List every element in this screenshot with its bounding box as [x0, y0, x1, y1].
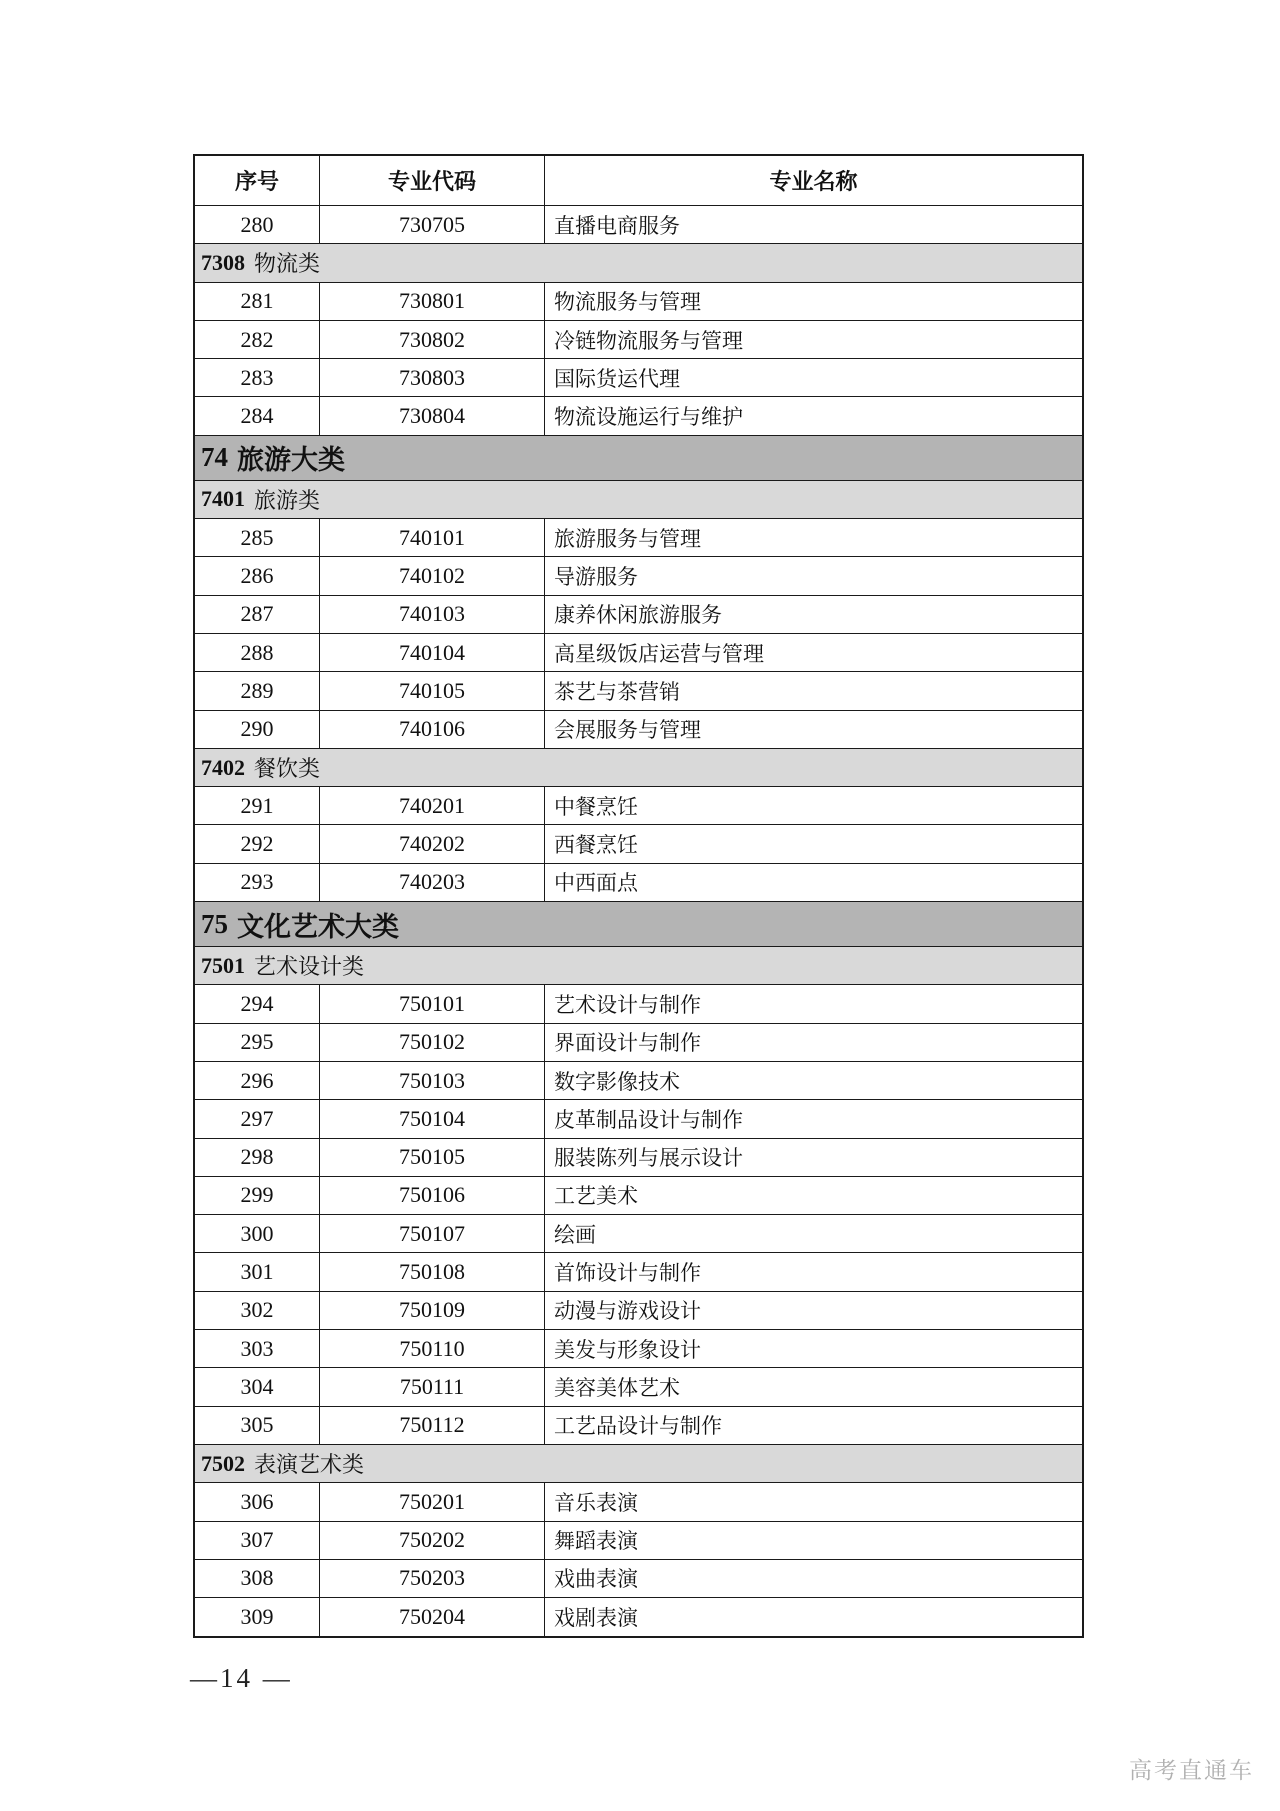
section-code: 7401 [201, 486, 245, 512]
table-row [195, 557, 1082, 595]
table-row [195, 1100, 1082, 1138]
seq-cell: 283 [195, 359, 320, 396]
code-cell: 750203 [320, 1560, 545, 1597]
table-row [195, 634, 1082, 672]
table-row [195, 864, 1082, 902]
section-name: 旅游类 [254, 487, 321, 513]
name-cell: 舞蹈表演 [554, 1529, 638, 1554]
code-cell: 750107 [320, 1215, 545, 1252]
name-cell: 物流服务与管理 [554, 290, 701, 315]
table-row [195, 1139, 1082, 1177]
seq-cell: 287 [195, 596, 320, 633]
seq-cell: 309 [195, 1598, 320, 1636]
seq-cell: 297 [195, 1100, 320, 1137]
table-row [195, 1062, 1082, 1100]
subsection-row [195, 244, 1082, 282]
table-row [195, 1024, 1082, 1062]
seq-cell: 291 [195, 787, 320, 824]
seq-cell: 306 [195, 1483, 320, 1520]
header-seq: 序号 [195, 156, 320, 205]
table-row [195, 1483, 1082, 1521]
code-cell: 750108 [320, 1253, 545, 1290]
name-cell: 界面设计与制作 [554, 1031, 701, 1056]
subsection-row [195, 947, 1082, 985]
table-row [195, 596, 1082, 634]
name-cell: 高星级饭店运营与管理 [554, 641, 764, 666]
name-cell: 服装陈列与展示设计 [554, 1146, 743, 1171]
table-row [195, 985, 1082, 1023]
section-name: 文化艺术大类 [237, 911, 399, 942]
code-cell: 750103 [320, 1062, 545, 1099]
name-cell: 工艺品设计与制作 [554, 1414, 722, 1439]
code-cell: 740202 [320, 825, 545, 862]
seq-cell: 307 [195, 1522, 320, 1559]
seq-cell: 295 [195, 1024, 320, 1061]
seq-cell: 300 [195, 1215, 320, 1252]
name-cell: 康养休闲旅游服务 [554, 603, 722, 628]
name-cell: 茶艺与茶营销 [554, 679, 680, 704]
code-cell: 740203 [320, 864, 545, 901]
name-cell: 艺术设计与制作 [554, 992, 701, 1017]
name-cell: 中餐烹饪 [554, 794, 638, 819]
seq-cell: 299 [195, 1177, 320, 1214]
section-code: 7308 [201, 249, 245, 275]
subsection-row [195, 1445, 1082, 1483]
seq-cell: 286 [195, 557, 320, 594]
code-cell: 730804 [320, 397, 545, 434]
table-row [195, 1560, 1082, 1598]
seq-cell: 289 [195, 672, 320, 709]
seq-cell: 290 [195, 711, 320, 748]
table-row [195, 283, 1082, 321]
table-row [195, 787, 1082, 825]
name-cell: 美容美体艺术 [554, 1375, 680, 1400]
code-cell: 750111 [320, 1368, 545, 1405]
name-cell: 首饰设计与制作 [554, 1261, 701, 1286]
subsection-row [195, 749, 1082, 787]
code-cell: 750110 [320, 1330, 545, 1367]
code-cell: 730705 [320, 206, 545, 243]
code-cell: 750101 [320, 985, 545, 1022]
name-cell: 数字影像技术 [554, 1069, 680, 1094]
seq-cell: 305 [195, 1407, 320, 1444]
seq-cell: 304 [195, 1368, 320, 1405]
code-cell: 740103 [320, 596, 545, 633]
code-cell: 740101 [320, 519, 545, 556]
code-cell: 750104 [320, 1100, 545, 1137]
name-cell: 皮革制品设计与制作 [554, 1107, 743, 1132]
table-row [195, 711, 1082, 749]
code-cell: 730802 [320, 321, 545, 358]
major-row [195, 902, 1082, 947]
name-cell: 国际货运代理 [554, 366, 680, 391]
table-row [195, 1292, 1082, 1330]
code-cell: 750202 [320, 1522, 545, 1559]
code-cell: 750102 [320, 1024, 545, 1061]
header-name: 专业名称 [769, 169, 858, 194]
name-cell: 绘画 [554, 1222, 596, 1247]
table-row [195, 1177, 1082, 1215]
table-row [195, 1522, 1082, 1560]
name-cell: 导游服务 [554, 565, 638, 590]
name-cell: 戏剧表演 [554, 1606, 638, 1631]
seq-cell: 292 [195, 825, 320, 862]
table-row [195, 519, 1082, 557]
table-header-row [195, 156, 1082, 206]
seq-cell: 284 [195, 397, 320, 434]
section-name: 艺术设计类 [254, 954, 365, 980]
code-cell: 740105 [320, 672, 545, 709]
table-row [195, 1407, 1082, 1445]
code-cell: 750204 [320, 1598, 545, 1636]
table-row [195, 1253, 1082, 1291]
seq-cell: 301 [195, 1253, 320, 1290]
section-code: 7502 [201, 1450, 245, 1476]
name-cell: 冷链物流服务与管理 [554, 328, 743, 353]
section-name: 旅游大类 [237, 445, 345, 476]
code-cell: 750109 [320, 1292, 545, 1329]
seq-cell: 293 [195, 864, 320, 901]
seq-cell: 294 [195, 985, 320, 1022]
table-row [195, 1330, 1082, 1368]
code-cell: 740201 [320, 787, 545, 824]
seq-cell: 282 [195, 321, 320, 358]
section-code: 75 [201, 908, 228, 939]
section-code: 7501 [201, 952, 245, 978]
code-cell: 730803 [320, 359, 545, 396]
subsection-row [195, 481, 1082, 519]
table-row [195, 321, 1082, 359]
seq-cell: 298 [195, 1139, 320, 1176]
table-row [195, 825, 1082, 863]
section-code: 74 [201, 442, 228, 473]
name-cell: 直播电商服务 [554, 213, 680, 238]
name-cell: 中西面点 [554, 871, 638, 896]
table-row [195, 359, 1082, 397]
seq-cell: 302 [195, 1292, 320, 1329]
name-cell: 音乐表演 [554, 1490, 638, 1515]
table-row [195, 1598, 1082, 1636]
code-cell: 740104 [320, 634, 545, 671]
section-name: 餐饮类 [254, 756, 321, 781]
seq-cell: 285 [195, 519, 320, 556]
name-cell: 动漫与游戏设计 [554, 1299, 701, 1324]
table-row [195, 1368, 1082, 1406]
code-cell: 750106 [320, 1177, 545, 1214]
section-code: 7402 [201, 754, 245, 780]
name-cell: 美发与形象设计 [554, 1337, 701, 1362]
name-cell: 西餐烹饪 [554, 833, 638, 858]
seq-cell: 303 [195, 1330, 320, 1367]
seq-cell: 296 [195, 1062, 320, 1099]
table-row [195, 1215, 1082, 1253]
code-cell: 750112 [320, 1407, 545, 1444]
page-number: —14 — [190, 1663, 293, 1693]
code-cell: 750105 [320, 1139, 545, 1176]
table-row [195, 206, 1082, 244]
table-row [195, 672, 1082, 710]
table-row [195, 397, 1082, 435]
section-name: 物流类 [254, 251, 321, 277]
major-row [195, 436, 1082, 481]
seq-cell: 308 [195, 1560, 320, 1597]
seq-cell: 280 [195, 206, 320, 243]
name-cell: 旅游服务与管理 [554, 526, 701, 551]
code-cell: 740102 [320, 557, 545, 594]
watermark: 高考直通车 [1129, 1757, 1254, 1783]
name-cell: 戏曲表演 [554, 1567, 638, 1592]
seq-cell: 288 [195, 634, 320, 671]
code-cell: 730801 [320, 283, 545, 320]
header-code: 专业代码 [320, 156, 545, 205]
name-cell: 会展服务与管理 [554, 718, 701, 743]
section-name: 表演艺术类 [254, 1452, 365, 1478]
code-cell: 740106 [320, 711, 545, 748]
majors-table [193, 154, 1084, 1638]
name-cell: 物流设施运行与维护 [554, 405, 743, 430]
code-cell: 750201 [320, 1483, 545, 1520]
seq-cell: 281 [195, 283, 320, 320]
name-cell: 工艺美术 [554, 1184, 638, 1209]
